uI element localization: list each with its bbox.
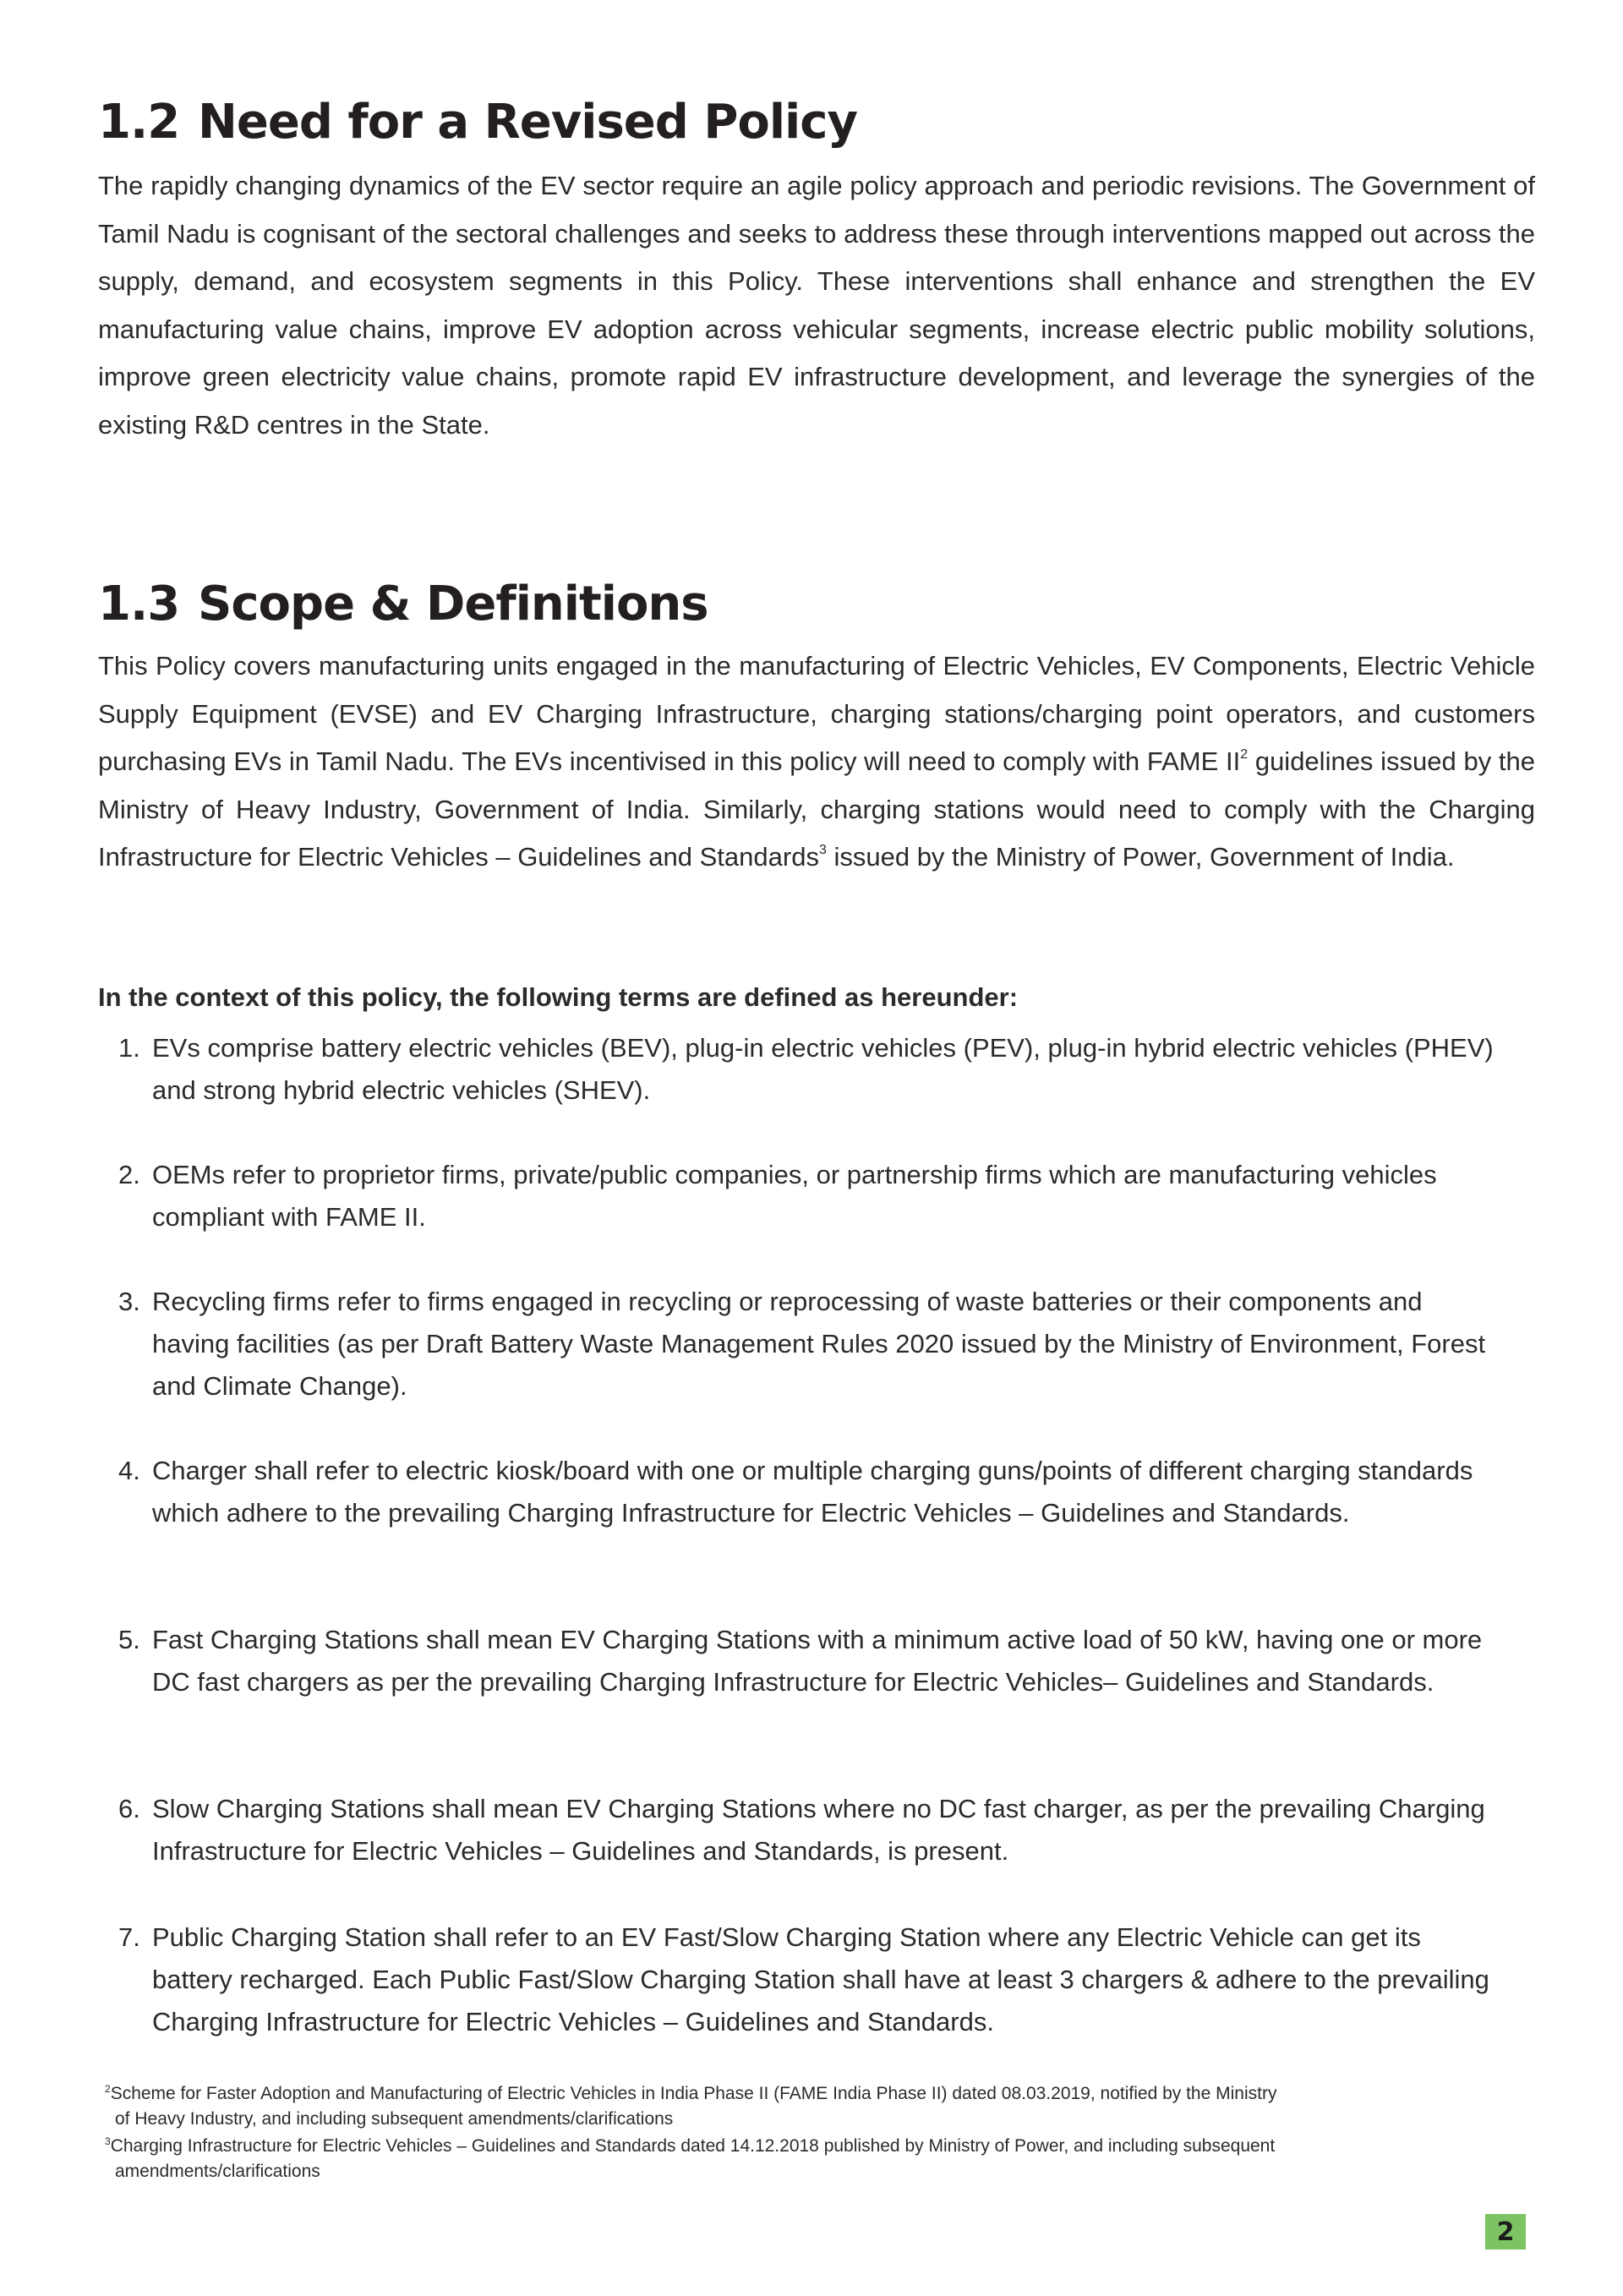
footnotes — [105, 2081, 1533, 2186]
item-number: 2. — [118, 1160, 140, 1189]
section-title: Scope & Definitions — [198, 577, 708, 631]
item-number: 3. — [118, 1287, 140, 1316]
paragraph-text: guidelines issued by the Ministry of Heavy Industry, Government of India. Similarly, charging stations would need to comply with the Charging Infrastructure for Electric Vehicles – Guidelines and Standards — [98, 746, 1535, 872]
footnote-ref[interactable]: 3 — [818, 843, 827, 857]
footnote-mark: 3 — [105, 2135, 111, 2147]
section-title: Need for a Revised Policy — [198, 95, 857, 150]
section-heading-1-2 — [98, 95, 857, 150]
definition-item — [118, 1281, 1505, 1408]
item-text: EVs comprise battery electric vehicles (BEV), plug-in electric vehicles (PEV), plug-in hybrid electric vehicles (PHEV) and strong hybrid electric vehicles (SHEV). — [152, 1033, 1494, 1105]
footnote-mark: 2 — [105, 2083, 111, 2095]
page-number-badge: 2 — [1485, 2214, 1526, 2250]
footnote-text: Charging Infrastructure for Electric Vehicles – Guidelines and Standards dated 14.12.2018 published by Ministry of Power, and including subsequent — [110, 2136, 1276, 2156]
section-1-2-paragraph: The rapidly changing dynamics of the EV sector require an agile policy approach and periodic revisions. The Government of Tamil Nadu is cognisant of the sectoral challenges and seeks to address these through interventions mapped out across the supply, demand, and ecosystem segments in this Policy. These interventions shall enhance and strengthen the EV manufacturing value chains, improve EV adoption across vehicular segments, increase electric public mobility solutions, improve green electricity value chains, promote rapid EV infrastructure development, and leverage the synergies of the existing R&D centres in the State. — [98, 171, 1535, 440]
section-number: 1.3 — [98, 577, 180, 631]
item-text: Charger shall refer to electric kiosk/board with one or multiple charging guns/points of different charging standards which adhere to the prevailing Charging Infrastructure for Electric Vehicles – Guidelines and Standards. — [152, 1456, 1473, 1528]
paragraph-text: This Policy covers manufacturing units engaged in the manufacturing of Electric Vehicles, EV Components, Electric Vehicle Supply Equipment (EVSE) and EV Charging Infrastructure, charging stations/charging point operators, and customers purchasing EVs in Tamil Nadu. The EVs incentivised in this policy will need to comply with FAME II — [98, 651, 1535, 776]
definition-item — [118, 1788, 1505, 1872]
definition-item — [118, 1027, 1505, 1112]
footnote-text: Scheme for Faster Adoption and Manufacturing of Electric Vehicles in India Phase II (FAME India Phase II) dated 08.03.2019, notified by the Ministry — [110, 2084, 1277, 2103]
footnote — [105, 2081, 1533, 2132]
footnote-ref[interactable]: 2 — [1240, 747, 1249, 762]
item-text: Slow Charging Stations shall mean EV Charging Stations where no DC fast charger, as per the prevailing Charging Infrastructure for Electric Vehicles – Guidelines and Standards, is present. — [152, 1794, 1485, 1866]
footnote — [105, 2134, 1533, 2184]
definition-item — [118, 1619, 1505, 1703]
item-number: 1. — [118, 1033, 140, 1063]
item-text: OEMs refer to proprietor firms, private/public companies, or partnership firms which are manufacturing vehicles compliant with FAME II. — [152, 1160, 1437, 1232]
definition-item — [118, 1154, 1505, 1238]
item-text: Fast Charging Stations shall mean EV Charging Stations with a minimum active load of 50 kW, having one or more DC fast chargers as per the prevailing Charging Infrastructure for Electric Vehicles– Guidelines and Standards. — [152, 1625, 1483, 1697]
footnote-text: amendments/clarifications — [115, 2162, 320, 2181]
item-text: Public Charging Station shall refer to an EV Fast/Slow Charging Station where any Electric Vehicle can get its battery recharged. Each Public Fast/Slow Charging Station shall have at least 3 chargers & adhere to the prevailing Charging Infrastructure for Electric Vehicles – Guidelines and Standards. — [152, 1922, 1489, 2036]
section-number: 1.2 — [98, 95, 180, 150]
section-1-3-paragraph — [98, 642, 1535, 882]
item-number: 5. — [118, 1625, 140, 1654]
paragraph-text: issued by the Ministry of Power, Government of India. — [826, 842, 1455, 872]
section-heading-1-3 — [98, 577, 708, 631]
footnote-text: of Heavy Industry, and including subsequent amendments/clarifications — [115, 2109, 674, 2129]
definition-item — [118, 1916, 1505, 2043]
definition-item — [118, 1450, 1505, 1534]
item-number: 6. — [118, 1794, 140, 1823]
item-number: 4. — [118, 1456, 140, 1485]
item-text: Recycling firms refer to firms engaged in recycling or reprocessing of waste batteries or their components and having facilities (as per Draft Battery Waste Management Rules 2020 issued by the Ministry of Environment, Forest and Climate Change). — [152, 1287, 1486, 1401]
item-number: 7. — [118, 1922, 140, 1952]
definitions-intro: In the context of this policy, the following terms are defined as hereunder: — [98, 982, 1019, 1012]
